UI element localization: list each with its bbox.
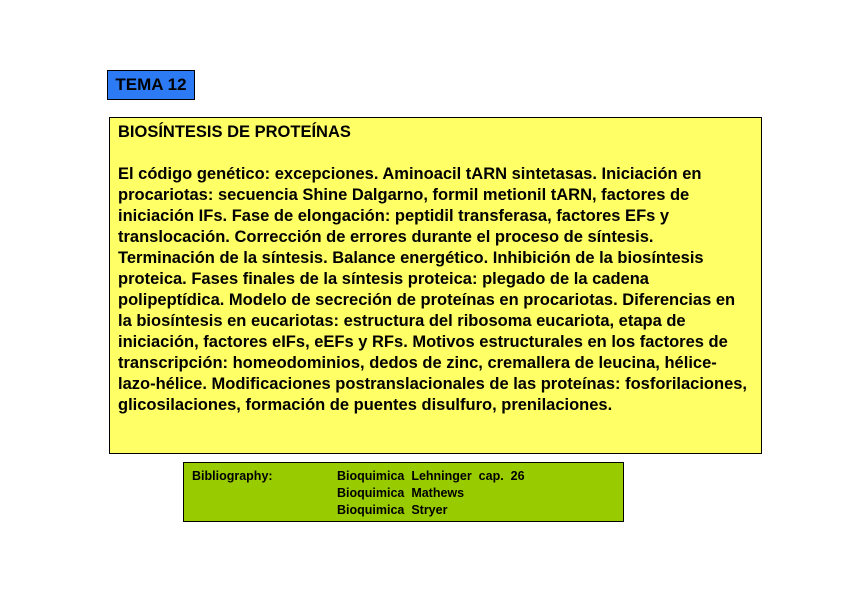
topic-heading: BIOSÍNTESIS DE PROTEÍNAS <box>118 123 351 141</box>
topic-number-badge <box>107 70 195 100</box>
topic-description: El código genético: excepciones. Aminoacil tARN sintetasas. Iniciación en procariotas: secuencia Shine Dalgarno, formil metionil tARN, factores de iniciación IFs. Fase de elongación: peptidil transferasa, factores EFs y translocación. Corrección de errores durante el proceso de síntesis. Terminación de la síntesis. Balance energético. Inhibición de la biosíntesis proteica. Fases finales de la síntesis proteica: plegado de la cadena polipeptídica. Modelo de secreción de proteínas en procariotas. Diferencias en la biosíntesis en eucariotas: estructura del ribosoma eucariota, etapa de iniciación, factores eIFs, eEFs y RFs. Motivos estructurales en los factores de transcripción: homeodominios, dedos de zinc, cremallera de leucina, hélice-lazo-hélice. Modificaciones postranslacionales de las proteínas: fosforilaciones, glicosilaciones, formación de puentes disulfuro, prenilaciones. <box>118 165 748 414</box>
bibliography-item: Bioquimica Mathews <box>337 486 465 500</box>
bibliography-list <box>337 468 525 519</box>
bibliography-panel <box>183 462 624 522</box>
bibliography-label: Bibliography: <box>192 469 273 483</box>
bibliography-item: Bioquimica Stryer <box>337 503 448 517</box>
bibliography-item: Bioquimica Lehninger cap. 26 <box>337 469 525 483</box>
topic-content-panel <box>109 117 762 454</box>
topic-number-label: TEMA 12 <box>115 75 187 94</box>
